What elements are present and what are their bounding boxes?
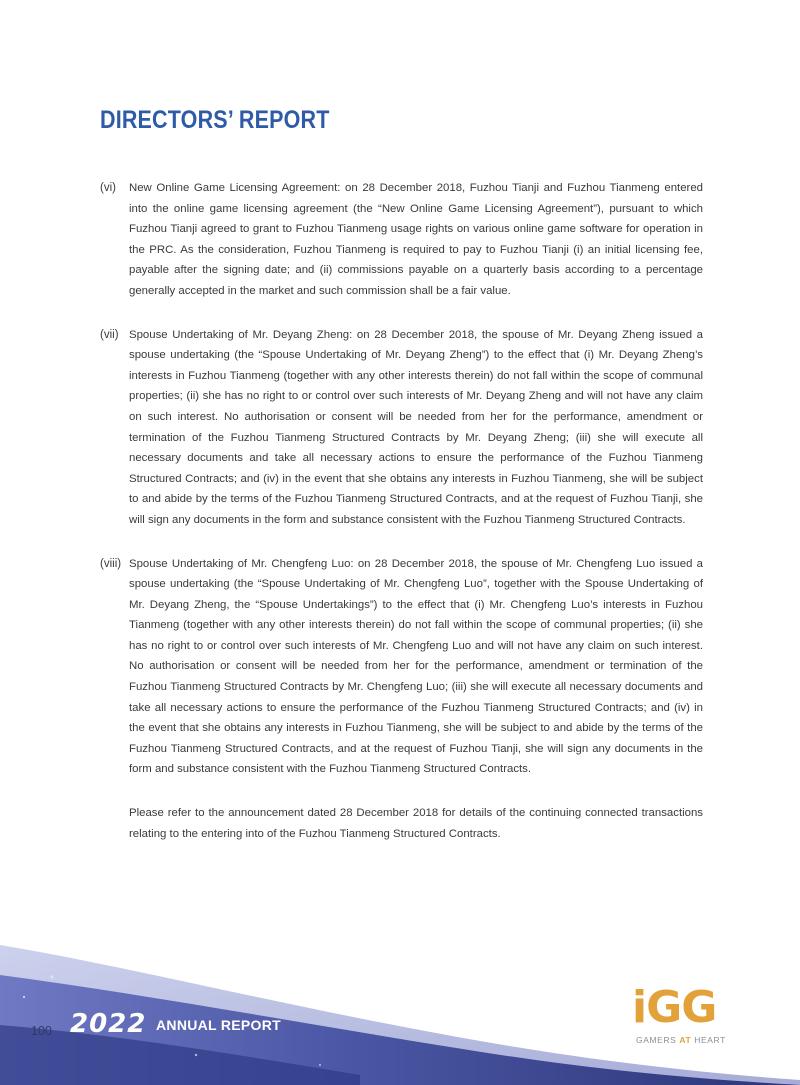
logo-tagline <box>636 1035 726 1045</box>
report-year: 2022 <box>70 1009 147 1039</box>
logo-wordmark: iGG <box>632 982 717 1033</box>
item-text: New Online Game Licensing Agreement: on 28 December 2018, Fuzhou Tianji and Fuzhou Tianmeng entered into the online game licensing agreement (the “New Online Game Licensing Agreement”), pursuant to which Fuzhou Tianji agreed to grant to Fuzhou Tianmeng usage rights on various online game software for operation in the PRC. As the consideration, Fuzhou Tianmeng is required to pay to Fuzhou Tianji (i) an initial licensing fee, payable after the signing date; and (ii) commissions payable on a quarterly basis according to a percentage generally accepted in the market and such commission shall be a fair value. <box>129 182 703 297</box>
item-text: Spouse Undertaking of Mr. Chengfeng Luo: on 28 December 2018, the spouse of Mr. Chengfeng Luo issued a spouse undertaking (the “Spouse Undertaking of Mr. Chengfeng Luo”, together with the Spouse Undertaking of Mr. Deyang Zheng, the “Spouse Undertakings”) to the effect that (i) Mr. Chengfeng Luo’s interests in Fuzhou Tianmeng (together with any other interests therein) do not fall within the scope of communal properties; (ii) she has no right to or control over such interests of Mr. Chengfeng Luo and will not have any claim on such interest. No authorisation or consent will be needed from her for the performance, amendment or termination of the Fuzhou Tianmeng Structured Contracts by Mr. Chengfeng Luo; (iii) she will execute all necessary documents and take all necessary actions to ensure the performance of the Fuzhou Tianmeng Structured Contracts; and (iv) in the event that she obtains any interests in Fuzhou Tianmeng, she will be subject to and abide by the terms of the Fuzhou Tianmeng Structured Contracts, and at the request of Fuzhou Tianji, she will sign any documents in the form and substance consistent with the Fuzhou Tianmeng Structured Contracts. <box>129 557 703 776</box>
list-item <box>100 178 703 302</box>
item-number: (viii) <box>100 557 122 570</box>
tagline-part: HEART <box>691 1035 726 1045</box>
list-item <box>100 325 703 531</box>
tagline-part: GAMERS <box>636 1035 680 1045</box>
report-body <box>100 178 703 844</box>
igg-logo <box>632 983 744 1059</box>
item-number: (vi) <box>100 182 116 194</box>
page-number: 100 <box>31 1024 52 1038</box>
report-label: ANNUAL REPORT <box>156 1017 281 1033</box>
item-number: (vii) <box>100 328 119 341</box>
tagline-accent: AT <box>679 1035 692 1045</box>
page-title: DIRECTORS’ REPORT <box>100 106 330 134</box>
list-item <box>100 554 703 781</box>
item-text: Spouse Undertaking of Mr. Deyang Zheng: on 28 December 2018, the spouse of Mr. Deyang Zheng issued a spouse undertaking (the “Spouse Undertaking of Mr. Deyang Zheng”) to the effect that (i) Mr. Deyang Zheng’s interests in Fuzhou Tianmeng (together with any other interests therein) do not fall within the scope of communal properties; (ii) she has no right to or control over such interests of Mr. Deyang Zheng and will not have any claim on such interest. No authorisation or consent will be needed from her for the performance, amendment or termination of the Fuzhou Tianmeng Structured Contracts by Mr. Deyang Zheng; (iii) she will execute all necessary documents and take all necessary actions to ensure the performance of the Fuzhou Tianmeng Structured Contracts; and (iv) in the event that she obtains any interests in Fuzhou Tianmeng, she will be subject to and abide by the terms of the Fuzhou Tianmeng Structured Contracts, and at the request of Fuzhou Tianji, she will sign any documents in the form and substance consistent with the Fuzhou Tianmeng Structured Contracts. <box>129 328 703 526</box>
closing-paragraph: Please refer to the announcement dated 28 December 2018 for details of the continuing connected transactions relating to the entering into of the Fuzhou Tianmeng Structured Contracts. <box>129 807 703 840</box>
